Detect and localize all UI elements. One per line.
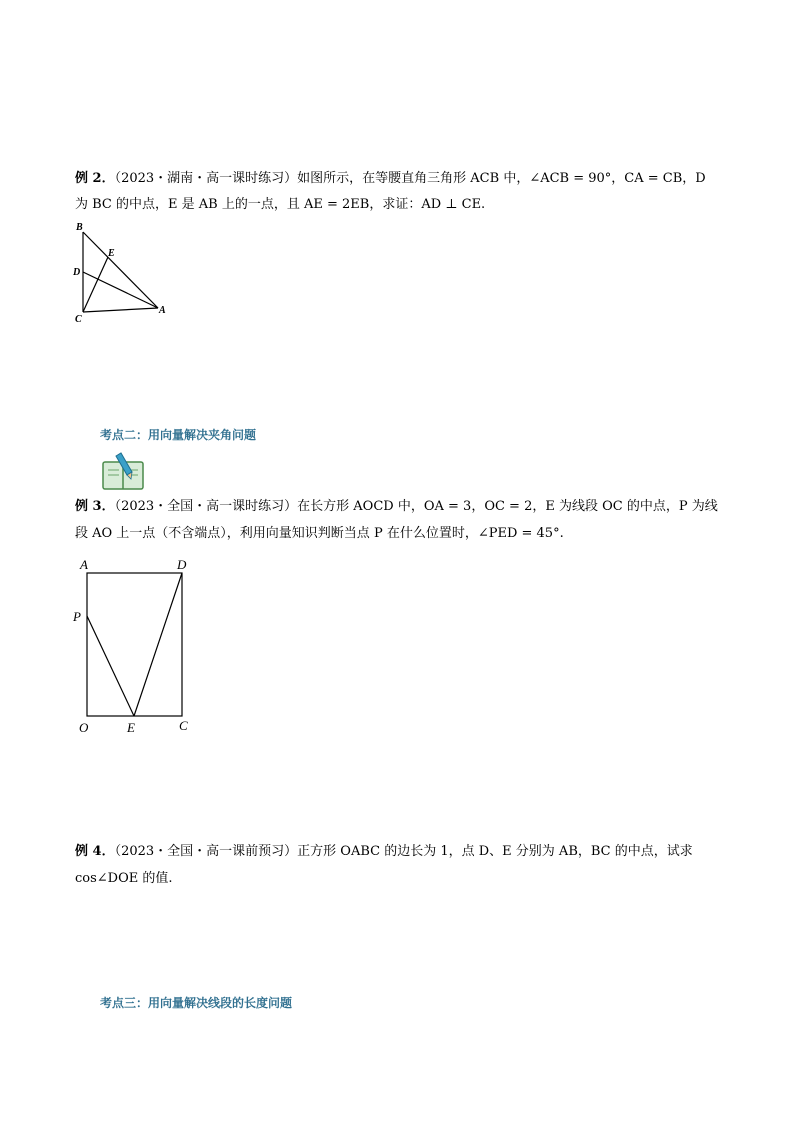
label-e: E xyxy=(108,248,115,259)
section-3-title: 考点三：用向量解决线段的长度问题 xyxy=(100,996,293,1010)
triangle-figure xyxy=(60,220,180,325)
example-2-line-2 xyxy=(75,196,735,214)
label-o: O xyxy=(79,720,89,735)
segment-pe xyxy=(87,616,134,716)
label-d: D xyxy=(73,267,81,278)
label-a: A xyxy=(80,557,88,572)
example-4-label: 例 4． xyxy=(75,844,115,859)
example-3-line-2 xyxy=(75,525,735,543)
example-2-text-2: 为 BC 的中点，E 是 AB 上的一点，且 AE = 2EB，求证：AD ⊥ CE. xyxy=(75,197,486,212)
example-3-line-1 xyxy=(75,498,735,516)
example-4-text-2: cos∠DOE 的值. xyxy=(75,871,173,886)
label-d: D xyxy=(177,557,187,572)
segment-ca xyxy=(83,308,158,312)
example-4-text-1: （2023・全国・高一课前预习）正方形 OABC 的边长为 1，点 D、E 分别为 AB，BC 的中点，试求 xyxy=(114,844,693,859)
example-2-text-1: （2023・湖南・高一课时练习）如图所示，在等腰直角三角形 ACB 中，∠ACB = 90°，CA = CB，D xyxy=(114,171,706,186)
example-3-text-1: （2023・全国・高一课时练习）在长方形 AOCD 中，OA = 3，OC = 2，E 为线段 OC 的中点，P 为线 xyxy=(114,499,718,514)
section-2-title: 考点二：用向量解决夹角问题 xyxy=(100,428,257,442)
label-c: C xyxy=(179,718,188,733)
segment-ed xyxy=(134,573,182,716)
rectangle-figure xyxy=(70,555,200,740)
label-c: C xyxy=(75,314,82,325)
book-pencil-icon xyxy=(100,452,146,492)
example-3-label: 例 3． xyxy=(75,499,115,514)
label-p: P xyxy=(73,609,81,624)
segment-ce xyxy=(83,257,108,312)
segment-ad xyxy=(83,272,158,308)
example-3-text-2: 段 AO 上一点（不含端点），利用向量知识判断当点 P 在什么位置时，∠PED = 45°. xyxy=(75,526,564,541)
rectangle-aocd xyxy=(87,573,182,716)
label-b: B xyxy=(76,222,83,233)
example-2-line-1 xyxy=(75,170,735,188)
label-a: A xyxy=(159,305,166,316)
example-4-line-1 xyxy=(75,843,735,861)
example-4-line-2 xyxy=(75,870,735,888)
example-2-label: 例 2． xyxy=(75,171,115,186)
segment-ab xyxy=(83,232,158,308)
label-e: E xyxy=(127,720,135,735)
